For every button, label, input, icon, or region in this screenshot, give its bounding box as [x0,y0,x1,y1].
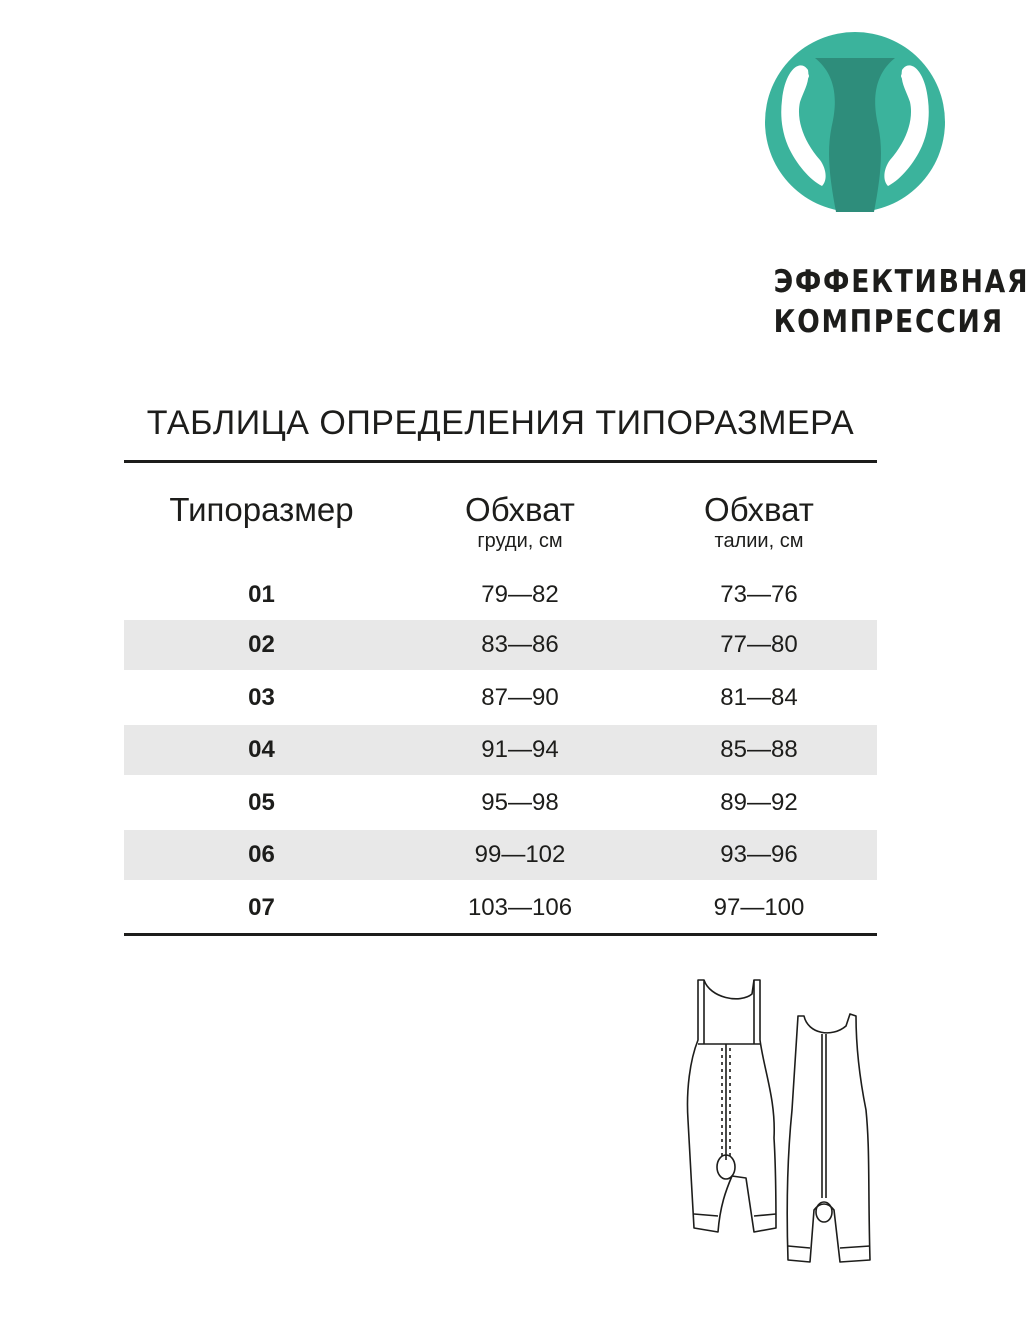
table-row [124,725,877,775]
chest-cell: 83—86 [481,631,559,658]
brand-line-2: КОМПРЕССИЯ [773,304,1004,340]
waist-cell: 81—84 [720,684,798,711]
waist-cell: 93—96 [720,841,798,868]
table-row [124,673,877,723]
chest-cell: 103—106 [467,894,573,921]
table-row [124,570,877,620]
size-cell: 06 [248,841,275,868]
size-cell: 01 [248,581,275,608]
chest-cell: 99—102 [474,841,566,868]
brand-logo [730,30,1029,340]
table-bottom-rule [124,933,877,936]
brand-name [773,262,1029,342]
torso-with-hands-icon [760,30,950,220]
size-cell: 03 [248,684,275,711]
table-header [0,490,1000,560]
header-chest [399,490,641,552]
chest-cell: 79—82 [481,581,559,608]
table-row [124,620,877,670]
table-top-rule [124,460,877,463]
header-waist-sublabel: талии, см [714,530,804,552]
waist-cell: 97—100 [713,894,805,921]
table-title: ТАБЛИЦА ОПРЕДЕЛЕНИЯ ТИПОРАЗМЕРА [146,404,855,442]
bodysuit-illustration [680,970,880,1270]
chest-cell: 91—94 [481,736,559,763]
size-cell: 05 [248,789,275,816]
size-cell: 07 [248,894,275,921]
waist-cell: 89—92 [720,789,798,816]
waist-cell: 73—76 [720,581,798,608]
header-chest-label: Обхват [465,491,575,528]
waist-cell: 77—80 [720,631,798,658]
header-waist-label: Обхват [704,491,814,528]
table-row [124,883,877,933]
header-waist [641,490,877,552]
header-chest-sublabel: груди, см [477,530,563,552]
size-cell: 02 [248,631,275,658]
chest-cell: 95—98 [481,789,559,816]
table-row [124,778,877,828]
size-cell: 04 [248,736,275,763]
chest-cell: 87—90 [481,684,559,711]
header-size [124,490,399,530]
brand-line-1: ЭФФЕКТИВНАЯ [773,264,1029,300]
waist-cell: 85—88 [720,736,798,763]
header-size-label: Типоразмер [169,491,354,528]
bodysuit-front-back-icon [680,970,880,1270]
table-row [124,830,877,880]
